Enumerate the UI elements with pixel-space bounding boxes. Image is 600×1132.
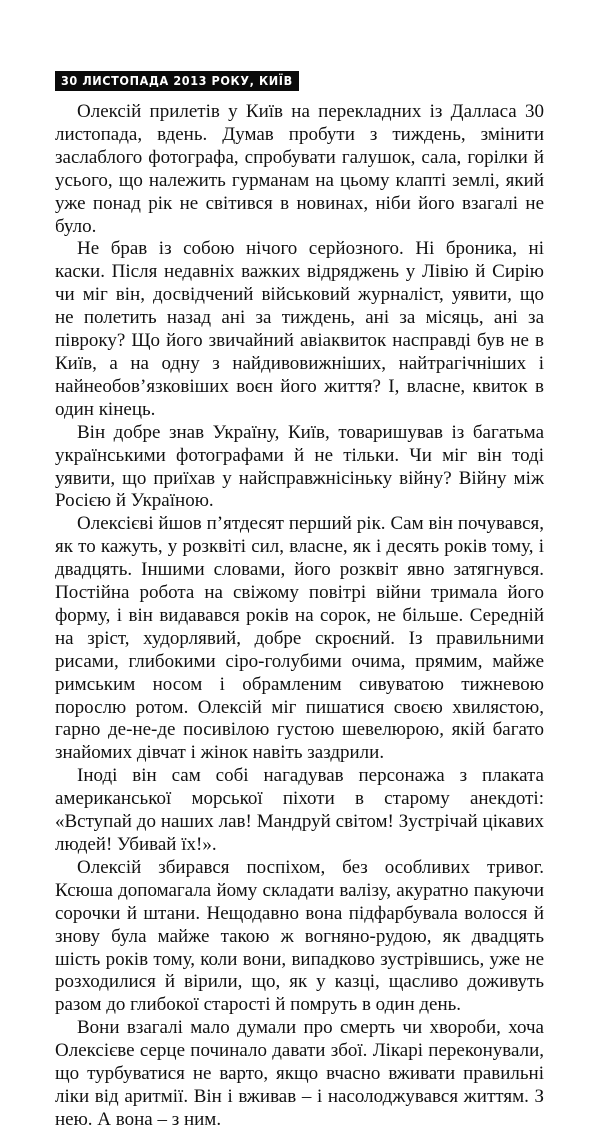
- paragraph: Іноді він сам собі нагадував персонажа з плаката американської морської піхоти в старому анекдоті: «Вступай до наших лав! Мандруй світом! Зустрічай цікавих людей! Убивай їх!».: [55, 765, 544, 855]
- paragraph: Він добре знав Україну, Київ, товаришував із багатьма українськими фотографами й не тільки. Чи міг він тоді уявити, що приїхав у найсправжнісіньку війну? Війну між Росією й Україною.: [55, 421, 544, 512]
- paragraph: Не брав із собою нічого серйозного. Ні броника, ні каски. Після недавніх важких відряджень у Лівію й Сирію чи міг він, досвідчений військовий журналіст, уявити, що не полетить назад ані за тиждень, ані за місяць, ані за півроку? Що його звичайний авіаквиток насправді був не в Київ, а на одну з найдивовижніших, найтрагічніших і найнеобов’язковіших воєн його життя? І, власне, квиток в один кінець.: [55, 238, 544, 420]
- paragraph: Олексій прилетів у Київ на перекладних із Далласа 30 листопада, вдень. Думав пробути з тиждень, змінити заслаблого фотографа, спробувати галушок, сала, горілки й усього, що належить гурманам на цьому клапті землі, який уже понад рік не світився в новинах, ніби його взагалі не було.: [55, 101, 544, 237]
- dateline-header: 30 ЛИСТОПАДА 2013 РОКУ, КИЇВ: [55, 71, 299, 91]
- paragraph: Олексій збирався поспіхом, без особливих тривог. Ксюша допомагала йому складати валізу, акуратно пакуючи сорочки й штани. Нещодавно вона підфарбувала волосся й знову була майже такою ж вогняно-рудою, як двадцять шість років тому, коли вони, випадково зустрівшись, уже не розходилися й вірили, що, як у казці, щасливо доживуть разом до глибокої старості й помруть в один день.: [55, 856, 544, 1016]
- paragraph: Олексієві йшов п’ятдесят перший рік. Сам він почувався, як то кажуть, у розквіті сил, власне, як і десять років тому, і двадцять. Іншими словами, його розквіт явно затягнувся. Постійна робота на свіжому повітрі війни тримала його форму, і він видавався років на сорок, не більше. Середній на зріст, худорлявий, добре скроєний. Із правильними рисами, глибокими сіро-голубими очима, прямим, майже римським носом і обрамленим сивуватою тижневою порослю ротом. Олексій міг пишатися своєю хвилястою, гарно де-не-де посивілою густою шевелюрою, якій багато знайомих дівчат і жінок навіть заздрили.: [55, 513, 544, 764]
- body-text: [55, 101, 544, 1132]
- paragraph: Вони взагалі мало думали про смерть чи хвороби, хоча Олексієве серце починало давати збої. Лікарі переконували, що турбуватися не варто, якщо вчасно вживати правильні ліки від аритмії. Він і вживав – і насолоджувався життям. З нею. А вона – з ним.: [55, 1017, 544, 1130]
